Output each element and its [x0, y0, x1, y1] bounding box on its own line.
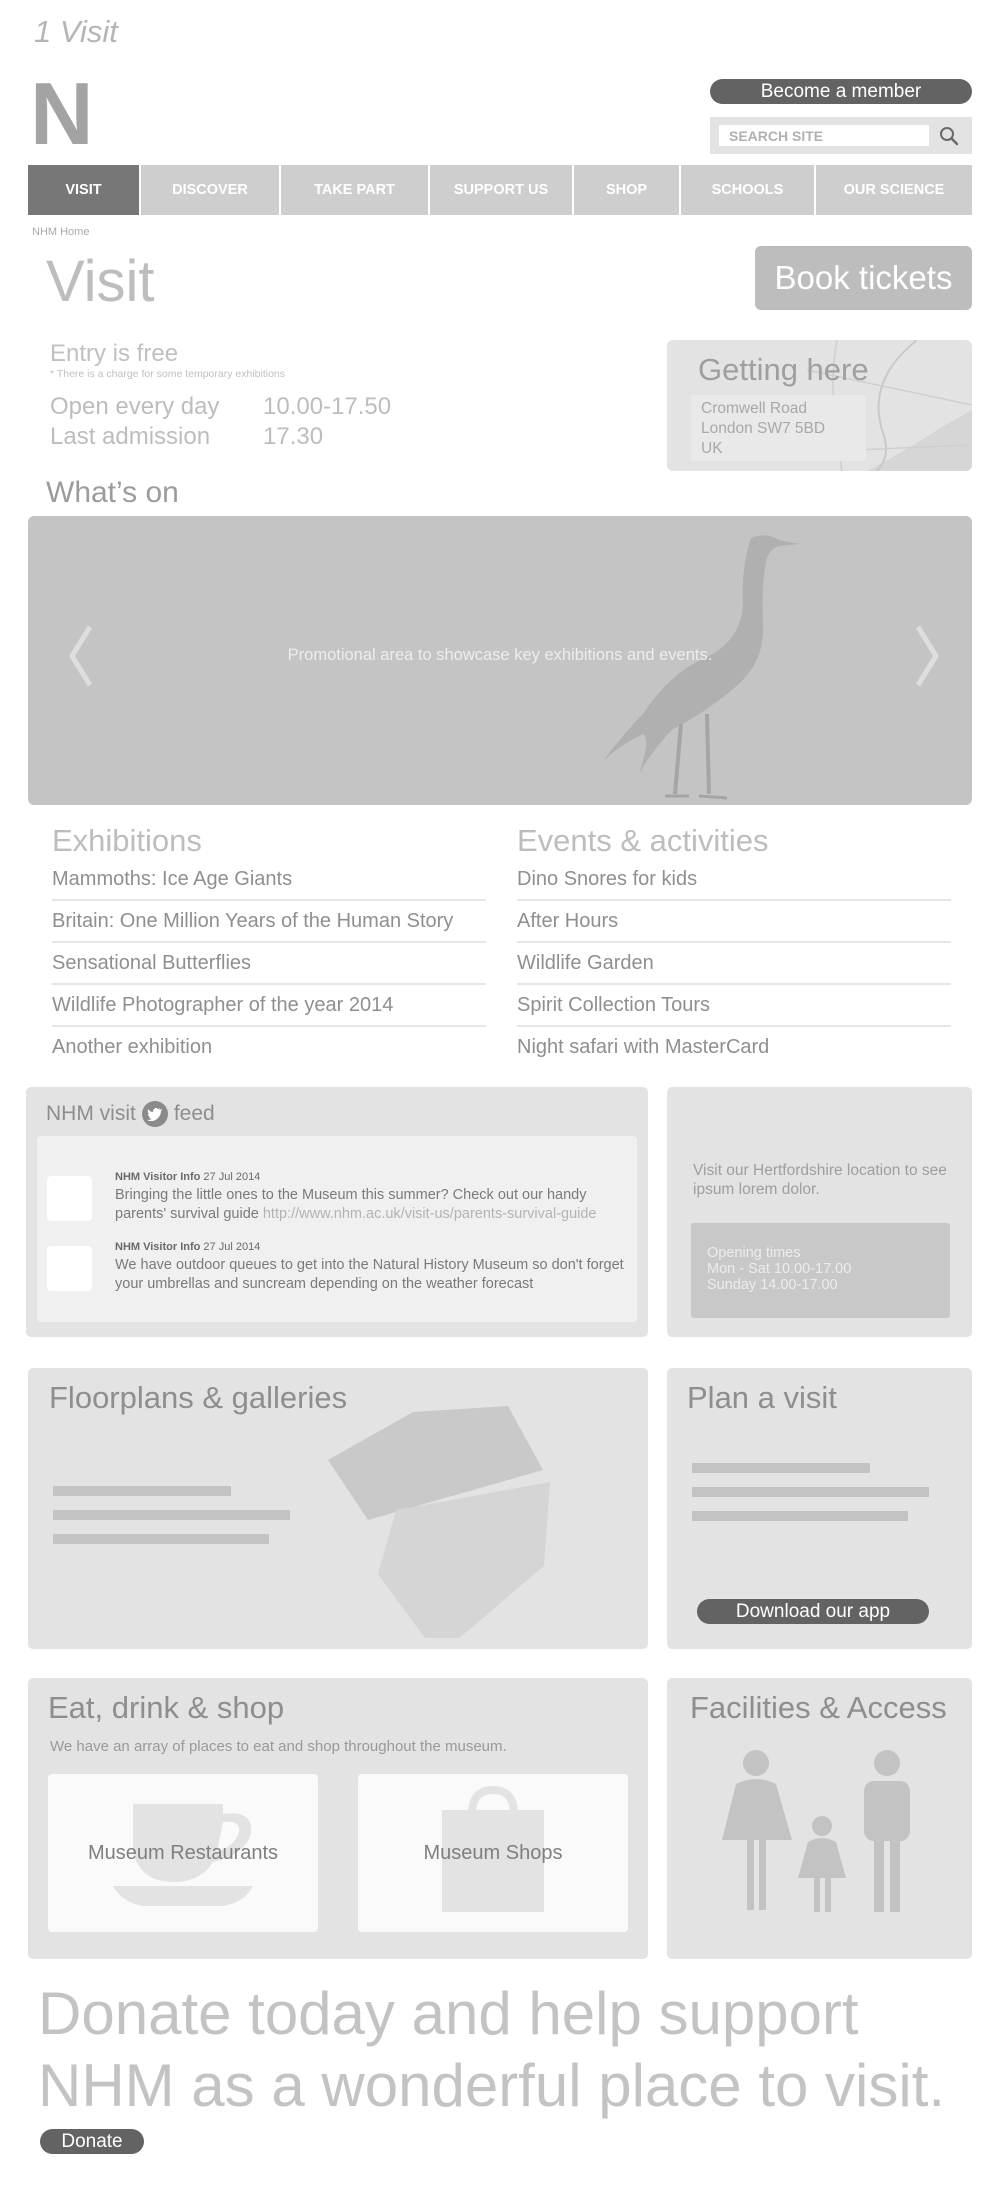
tweet[interactable] — [47, 1171, 632, 1231]
open-label: Open every day — [50, 393, 220, 420]
hertfordshire-card[interactable] — [667, 1087, 972, 1337]
getting-here-card[interactable] — [667, 340, 972, 471]
logo[interactable]: N — [30, 64, 94, 163]
donate-line: NHM as a wonderful place to visit. — [38, 2052, 946, 2119]
search-box — [710, 117, 972, 154]
event-item[interactable]: Night safari with MasterCard — [517, 1036, 770, 1058]
restaurants-tile[interactable] — [48, 1774, 318, 1932]
exhibitions-title: Exhibitions — [52, 823, 202, 858]
nav-item-support-us[interactable]: SUPPORT US — [430, 165, 572, 215]
twitter-icon[interactable] — [142, 1101, 168, 1127]
text-placeholder-bar — [53, 1486, 231, 1496]
tweet-avatar — [47, 1246, 92, 1291]
opening-times-weekday: Mon - Sat 10.00-17.00 — [707, 1261, 852, 1277]
restaurants-label: Museum Restaurants — [87, 1842, 279, 1864]
entry-note: * There is a charge for some temporary exhibitions — [50, 368, 285, 380]
facilities-title: Facilities & Access — [690, 1690, 947, 1725]
eat-drink-shop-title: Eat, drink & shop — [48, 1690, 285, 1725]
feed-header — [46, 1101, 215, 1127]
floorplans-card[interactable] — [28, 1368, 648, 1649]
exhibition-item[interactable]: Another exhibition — [52, 1036, 213, 1058]
opening-times-sunday: Sunday 14.00-17.00 — [707, 1277, 838, 1293]
eat-drink-shop-subtitle: We have an array of places to eat and shop throughout the museum. — [50, 1738, 507, 1755]
text-placeholder-bar — [692, 1487, 929, 1497]
tweet-author: NHM Visitor Info — [115, 1241, 201, 1253]
tweet[interactable] — [47, 1241, 632, 1301]
tweet-list — [37, 1136, 637, 1322]
become-member-button[interactable]: Become a member — [710, 79, 972, 104]
exhibitions-list — [52, 859, 486, 1069]
feed-title-end: feed — [173, 1102, 215, 1125]
exhibition-item[interactable]: Britain: One Million Years of the Human Story — [52, 901, 486, 943]
promo-text: Promotional area to showcase key exhibitions and events. — [287, 646, 713, 664]
event-item[interactable]: After Hours — [517, 901, 951, 943]
tweet-text — [115, 1186, 640, 1224]
nav-item-shop[interactable]: SHOP — [574, 165, 679, 215]
address-line: UK — [701, 440, 723, 457]
address-line: Cromwell Road — [701, 400, 807, 417]
event-item[interactable]: Wildlife Garden — [517, 943, 951, 985]
opening-times-box — [691, 1223, 950, 1318]
donate-text — [38, 1978, 945, 2122]
exhibition-item[interactable]: Mammoths: Ice Age Giants — [52, 859, 486, 901]
plan-visit-title: Plan a visit — [687, 1380, 837, 1415]
opening-times-title: Opening times — [707, 1245, 801, 1261]
events-list — [517, 859, 951, 1069]
address-box — [691, 395, 866, 461]
search-input[interactable] — [719, 125, 929, 146]
tweet-date: 27 Jul 2014 — [203, 1241, 261, 1253]
hours-values — [263, 392, 391, 452]
donate-button[interactable]: Donate — [40, 2129, 144, 2154]
shops-label: Museum Shops — [423, 1842, 563, 1864]
book-tickets-button[interactable]: Book tickets — [755, 246, 972, 310]
download-app-button[interactable]: Download our app — [697, 1599, 929, 1624]
tweet-link[interactable]: http://www.nhm.ac.uk/visit-us/parents-survival-guide — [262, 1206, 597, 1222]
text-placeholder-bar — [53, 1534, 269, 1544]
facilities-card[interactable] — [667, 1678, 972, 1959]
tweet-date: 27 Jul 2014 — [203, 1171, 261, 1183]
tweet-meta — [115, 1241, 260, 1253]
text-placeholder-bar — [692, 1511, 908, 1521]
page-title: Visit — [46, 249, 155, 314]
last-admission-label: Last admission — [50, 423, 211, 450]
nav-item-visit[interactable]: VISIT — [28, 165, 139, 215]
text-placeholder-bar — [53, 1510, 290, 1520]
nav-item-discover[interactable]: DISCOVER — [141, 165, 279, 215]
floorplan-illustration — [328, 1398, 568, 1638]
tweet-meta — [115, 1171, 260, 1183]
exhibition-item[interactable]: Wildlife Photographer of the year 2014 — [52, 985, 486, 1027]
tweet-avatar — [47, 1176, 92, 1221]
hours-labels — [50, 392, 219, 452]
floorplans-title: Floorplans & galleries — [49, 1380, 348, 1415]
page-label: 1 Visit — [34, 14, 118, 49]
family-icon — [722, 1748, 922, 1948]
getting-here-title: Getting here — [698, 352, 869, 387]
exhibition-item[interactable]: Sensational Butterflies — [52, 943, 486, 985]
breadcrumb[interactable]: NHM Home — [32, 226, 90, 238]
nav-item-schools[interactable]: SCHOOLS — [681, 165, 814, 215]
address-line: London SW7 5BD — [701, 420, 826, 437]
entry-headline: Entry is free — [50, 340, 179, 367]
promo-carousel[interactable] — [28, 516, 972, 805]
tweet-author: NHM Visitor Info — [115, 1171, 201, 1183]
open-value: 10.00-17.50 — [263, 393, 392, 420]
nav-item-take-part[interactable]: TAKE PART — [281, 165, 428, 215]
last-admission-value: 17.30 — [263, 423, 324, 450]
search-icon[interactable] — [938, 125, 960, 147]
shops-tile[interactable] — [358, 1774, 628, 1932]
tweet-body: Bringing the little ones to the Museum this summer? Check out our handy parents' survival guide — [115, 1187, 587, 1222]
event-item[interactable]: Dino Snores for kids — [517, 859, 951, 901]
plan-visit-card[interactable] — [667, 1368, 972, 1649]
text-placeholder-bar — [692, 1463, 870, 1473]
nav-item-our-science[interactable]: OUR SCIENCE — [816, 165, 972, 215]
donate-line: Donate today and help support — [38, 1980, 859, 2047]
twitter-feed-card — [26, 1087, 648, 1337]
whats-on-heading: What’s on — [46, 476, 179, 509]
feed-title-start: NHM visit — [46, 1102, 136, 1125]
tweet-text: We have outdoor queues to get into the Natural History Museum so don't forget your umbrellas and suncream depending on the weather forecast — [115, 1257, 624, 1292]
hertfordshire-text: Visit our Hertfordshire location to see ipsum lorem dolor. — [693, 1162, 947, 1198]
eat-drink-shop-card — [28, 1678, 648, 1959]
events-title: Events & activities — [517, 823, 769, 858]
event-item[interactable]: Spirit Collection Tours — [517, 985, 951, 1027]
main-nav — [28, 165, 972, 215]
